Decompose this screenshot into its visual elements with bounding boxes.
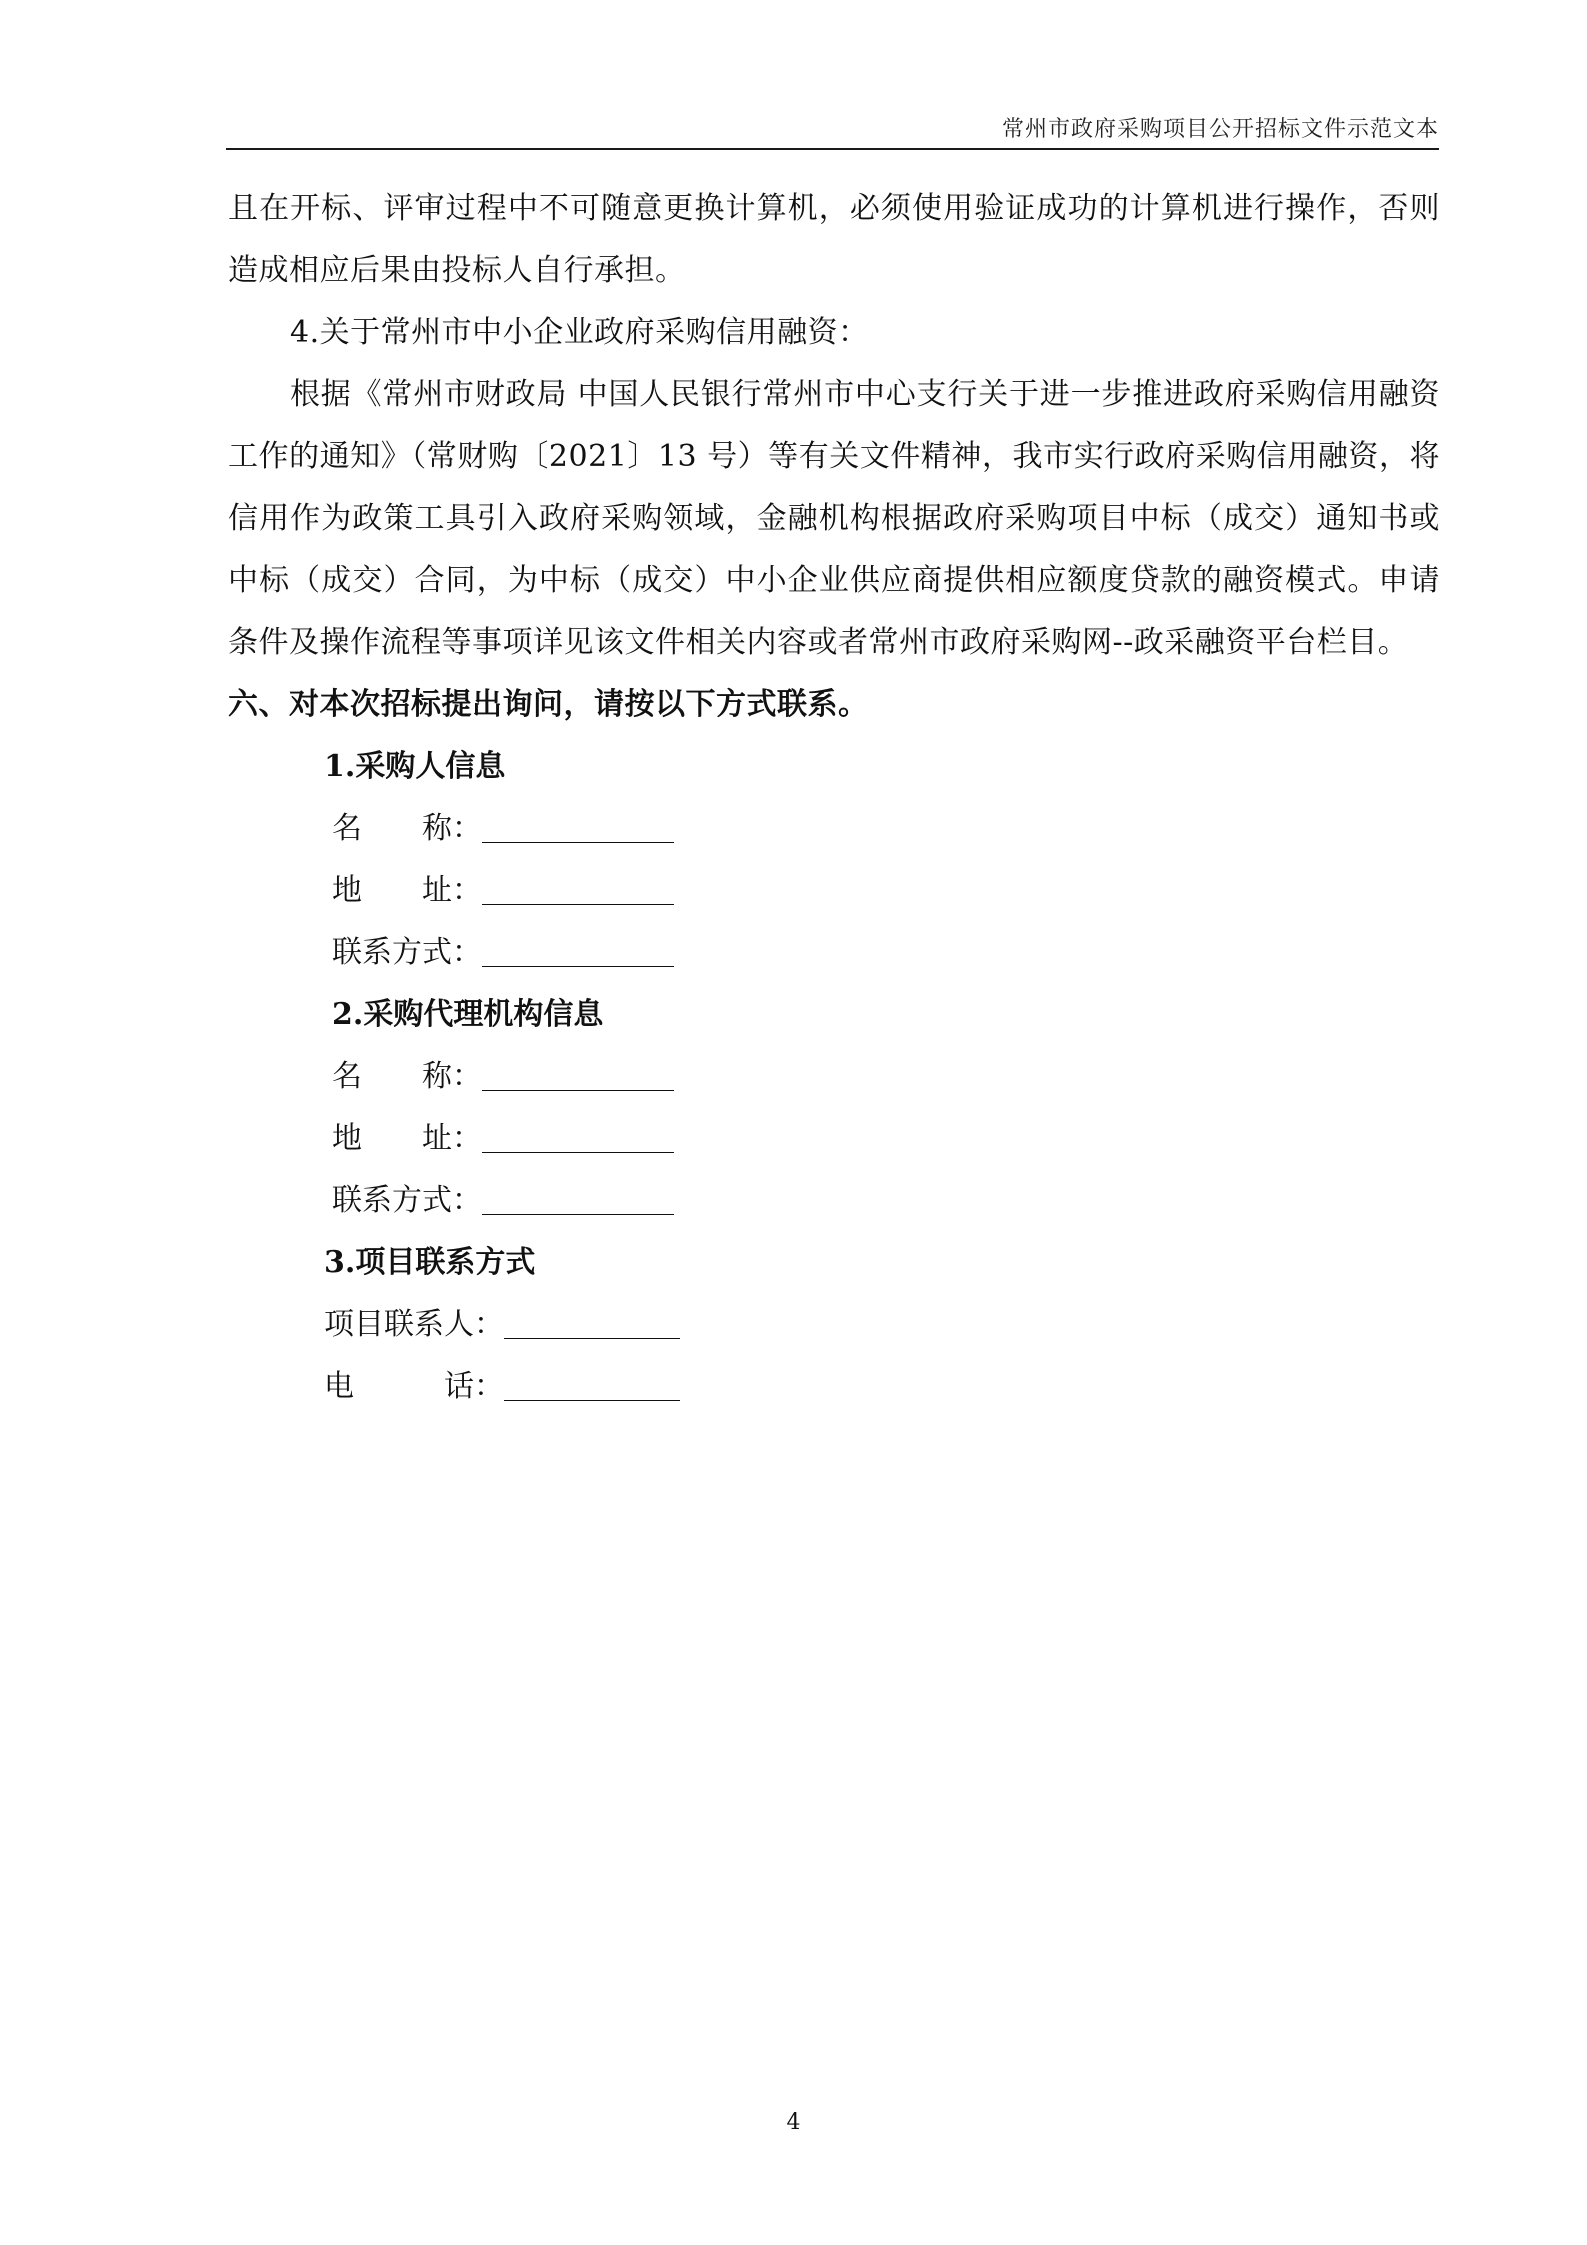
purchaser-name-label: 名 称： bbox=[332, 811, 482, 846]
paragraph-credit-financing-body: 根据《常州市财政局 中国人民银行常州市中心支行关于进一步推进政府采购信用融资工作的通知》（常财购〔2021〕13 号）等有关文件精神，我市实行政府采购信用融资，将信用作为政策工具引入政府采购领域，金融机构根据政府采购项目中标（成交）通知书或中标（成交）合同，为中标（成交）中小企业供应商提供相应额度贷款的融资模式。申请条件及操作流程等事项详见该文件相关内容或者常州市政府采购网--政采融资平台栏目。 bbox=[228, 377, 1440, 660]
section-six-heading: 六、对本次招标提出询问，请按以下方式联系。 bbox=[228, 687, 869, 722]
agency-address-label: 地 址： bbox=[332, 1121, 482, 1156]
agency-address-blank bbox=[482, 1152, 674, 1153]
project-phone-label: 电 话： bbox=[324, 1369, 504, 1404]
project-person-label: 项目联系人： bbox=[324, 1307, 504, 1342]
project-phone-blank bbox=[504, 1400, 680, 1401]
page-header bbox=[226, 108, 1439, 150]
agency-name-row bbox=[332, 1046, 1440, 1108]
purchaser-info-heading: 1.采购人信息 bbox=[324, 749, 506, 784]
paragraph-computer-notice: 且在开标、评审过程中不可随意更换计算机，必须使用验证成功的计算机进行操作，否则造成相应后果由投标人自行承担。 bbox=[228, 191, 1440, 288]
purchaser-name-blank bbox=[482, 842, 674, 843]
agency-info-block bbox=[332, 984, 1440, 1232]
project-phone-row bbox=[324, 1356, 1440, 1418]
paragraph-credit-financing-title: 4.关于常州市中小企业政府采购信用融资： bbox=[290, 315, 869, 350]
agency-contact-label: 联系方式： bbox=[332, 1183, 482, 1218]
agency-contact-blank bbox=[482, 1214, 674, 1215]
agency-name-label: 名 称： bbox=[332, 1059, 482, 1094]
agency-name-blank bbox=[482, 1090, 674, 1091]
project-person-row bbox=[324, 1294, 1440, 1356]
project-contact-block bbox=[324, 1232, 1440, 1418]
purchaser-address-blank bbox=[482, 904, 674, 905]
agency-contact-row bbox=[332, 1170, 1440, 1232]
purchaser-contact-blank bbox=[482, 966, 674, 967]
purchaser-address-label: 地 址： bbox=[332, 873, 482, 908]
header-title: 常州市政府采购项目公开招标文件示范文本 bbox=[1001, 117, 1439, 142]
purchaser-contact-row bbox=[332, 922, 1440, 984]
project-contact-heading: 3.项目联系方式 bbox=[324, 1245, 536, 1280]
purchaser-address-row bbox=[332, 860, 1440, 922]
project-person-blank bbox=[504, 1338, 680, 1339]
agency-address-row bbox=[332, 1108, 1440, 1170]
agency-info-heading: 2.采购代理机构信息 bbox=[332, 997, 604, 1032]
document-body bbox=[228, 178, 1440, 1418]
purchaser-contact-label: 联系方式： bbox=[332, 935, 482, 970]
purchaser-name-row bbox=[332, 798, 1440, 860]
page-footer bbox=[0, 2110, 1587, 2135]
page-number: 4 bbox=[786, 2110, 801, 2135]
purchaser-info-block bbox=[324, 736, 1440, 984]
